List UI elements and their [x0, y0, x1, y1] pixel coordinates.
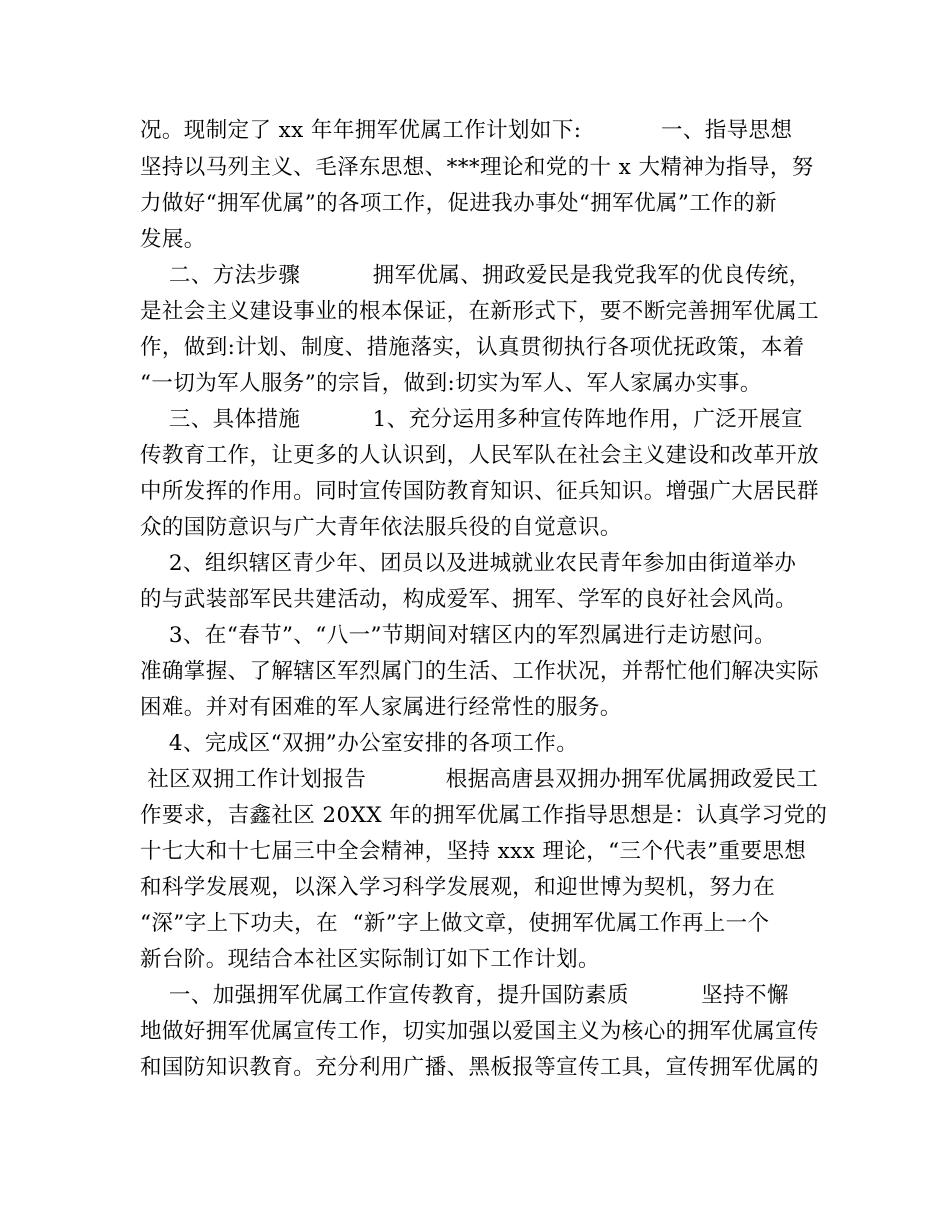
text-line: 十七大和十七届三中全会精神，坚持 xxx 理论，“三个代表”重要思想 [140, 839, 807, 864]
text-line: 社区双拥工作计划报告 根据高唐县双拥办拥军优属拥政爱民工 [140, 767, 819, 792]
text-line: 困难。并对有困难的军人家属进行经常性的服务。 [140, 695, 622, 720]
text-line: 力做好“拥军优属”的各项工作，促进我办事处“拥军优属”工作的新 [140, 191, 777, 216]
text-line: 中所发挥的作用。同时宣传国防教育知识、征兵知识。增强广大居民群 [140, 479, 819, 504]
text-line: 的与武装部军民共建活动，构成爱军、拥军、学军的良好社会风尚。 [140, 587, 798, 612]
text-line: 况。现制定了 xx 年年拥军优属工作计划如下: 一、指导思想 [140, 118, 793, 143]
text-line: 和科学发展观，以深入学习科学发展观，和迎世博为契机，努力在 [140, 875, 776, 900]
text-line: 地做好拥军优属宣传工作，切实加强以爱国主义为核心的拥军优属宣传 [140, 1019, 819, 1044]
text-line: 发展。 [140, 227, 206, 252]
text-line: “一切为军人服务”的宗旨，做到:切实为军人、军人家属办实事。 [140, 371, 762, 396]
text-line: 一、加强拥军优属工作宣传教育，提升国防素质 坚持不懈 [140, 983, 789, 1008]
text-line: 3、在“春节”、“八一”节期间对辖区内的军烈属进行走访慰问。 [140, 623, 777, 648]
text-line: 二、方法步骤 拥军优属、拥政爱民是我党我军的优良传统， [140, 263, 811, 288]
text-line: 2、组织辖区青少年、团员以及进城就业农民青年参加由街道举办 [140, 551, 797, 576]
text-line: 新台阶。现结合本社区实际制订如下工作计划。 [140, 947, 600, 972]
text-line: 作要求，吉鑫社区 20XX 年的拥军优属工作指导思想是：认真学习党的 [140, 803, 828, 828]
text-line: 准确掌握、了解辖区军烈属门的生活、工作状况，并帮忙他们解决实际 [140, 659, 819, 684]
text-line: 坚持以马列主义、毛泽东思想、***理论和党的十 x 大精神为指导，努 [140, 155, 814, 180]
text-line: 众的国防意识与广大青年依法服兵役的自觉意识。 [140, 515, 622, 540]
text-line: 三、具体措施 1、充分运用多种宣传阵地作用，广泛开展宣 [140, 407, 803, 432]
text-line: 和国防知识教育。充分利用广播、黑板报等宣传工具，宣传拥军优属的 [140, 1055, 819, 1080]
text-line: “深”字上下功夫，在 “新”字上做文章，使拥军优属工作再上一个 [140, 911, 770, 936]
text-line: 4、完成区“双拥”办公室安排的各项工作。 [140, 731, 579, 756]
text-line: 传教育工作，让更多的人认识到，人民军队在社会主义建设和改革开放 [140, 443, 819, 468]
text-line: 作，做到:计划、制度、措施落实，认真贯彻执行各项优抚政策，本着 [140, 335, 805, 360]
text-line: 是社会主义建设事业的根本保证，在新形式下，要不断完善拥军优属工 [140, 299, 819, 324]
